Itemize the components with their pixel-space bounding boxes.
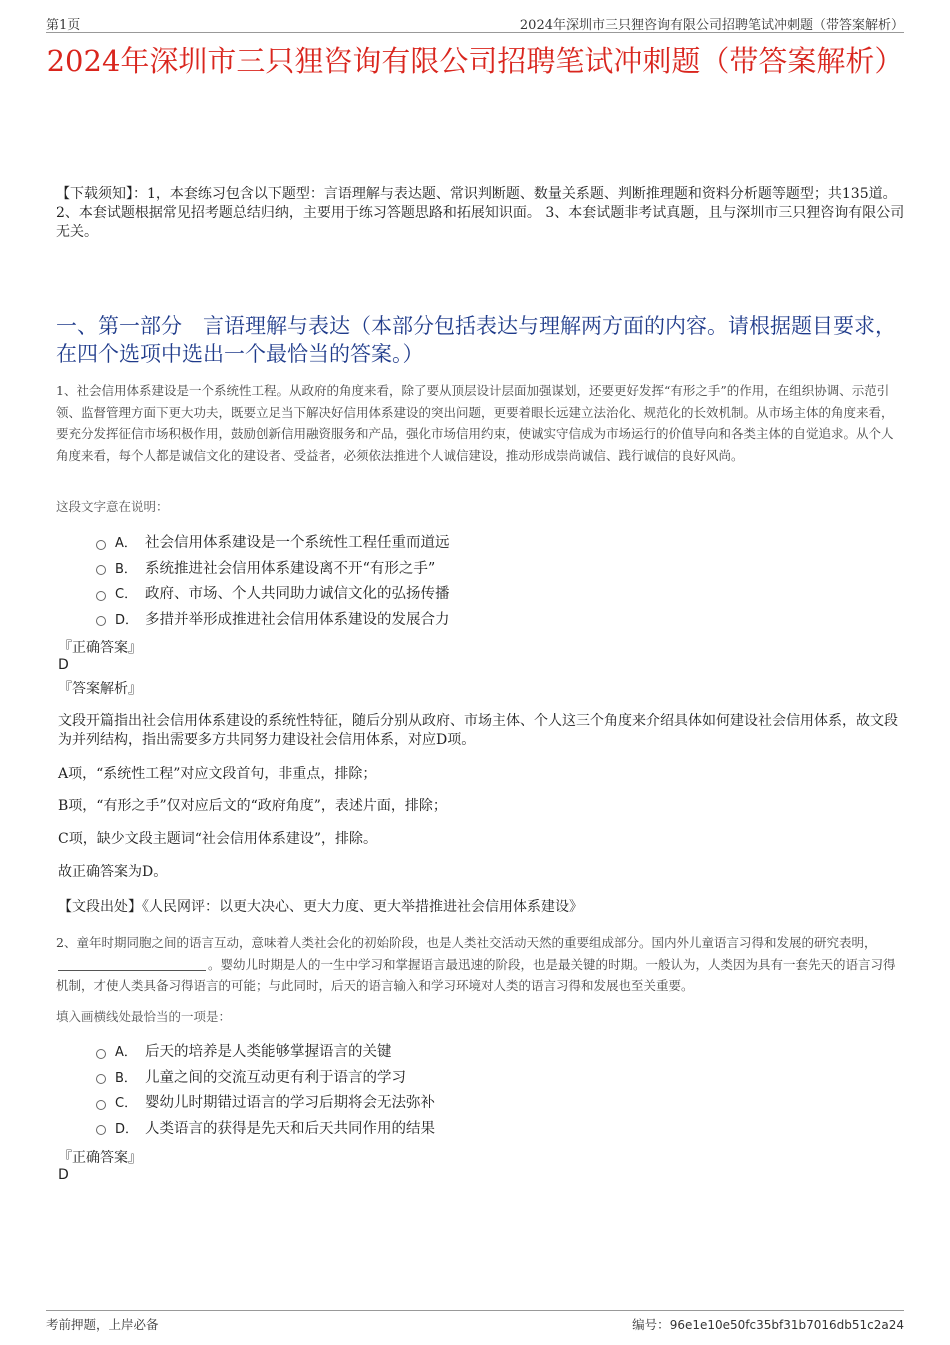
q1-answer: D (58, 657, 69, 673)
q1-prompt: 这段文字意在说明： (56, 499, 169, 514)
option-letter: C． (115, 1096, 138, 1112)
footer-code-label: 编号： (632, 1317, 670, 1332)
option-letter: A． (115, 1045, 137, 1061)
header-doc-title: 2024年深圳市三只狸咨询有限公司招聘笔试冲刺题（带答案解析） (519, 18, 904, 33)
q2-prompt: 填入画横线处最恰当的一项是： (56, 1009, 232, 1024)
footer-divider (46, 1310, 904, 1311)
radio-icon[interactable] (96, 616, 106, 626)
q1-option-d[interactable] (96, 606, 796, 632)
q2-stem (56, 932, 901, 997)
option-text: 多措并举形成推进社会信用体系建设的发展合力 (145, 611, 450, 628)
q1-source: 【文段出处】《人民网评：以更大决心、更大力度、更大举措推进社会信用体系建设》 (58, 899, 583, 915)
radio-icon[interactable] (96, 540, 106, 550)
q1-options (96, 529, 796, 631)
radio-icon[interactable] (96, 1100, 106, 1110)
section-title: 一、第一部分 言语理解与表达（本部分包括表达与理解两方面的内容。请根据题目要求，在四个选项中选出一个最恰当的答案。） (56, 314, 896, 366)
q1-analysis-b: B项，“有形之手”仅对应后文的“政府角度”，表述片面，排除； (58, 798, 447, 814)
q1-option-a[interactable] (96, 529, 796, 555)
q2-option-a[interactable] (96, 1038, 796, 1064)
q2-stem-after: 。婴幼儿时期是人的一生中学习和掌握语言最迅速的阶段，也是最关键的时期。一般认为，人类因为具有一套先天的语言习得机制，才使人类具备习得语言的可能；与此同时，后天的语言输入和学习环境对人类的语言习得和发展也至关重要。 (56, 956, 896, 993)
option-letter: D． (115, 612, 139, 628)
option-text: 政府、市场、个人共同助力诚信文化的弘扬传播 (145, 586, 450, 603)
option-letter: A． (115, 536, 137, 552)
q2-answer-label: 『正确答案』 (58, 1150, 142, 1166)
footer-code-value: 96e1e10e50fc35bf31b7016db51c2a24 (669, 1318, 904, 1332)
radio-icon[interactable] (96, 591, 106, 601)
q1-option-c[interactable] (96, 580, 796, 606)
option-letter: B． (115, 1070, 137, 1086)
q2-option-b[interactable] (96, 1064, 796, 1090)
q1-analysis-conclusion: 故正确答案为D。 (58, 864, 168, 880)
radio-icon[interactable] (96, 1049, 106, 1059)
radio-icon[interactable] (96, 565, 106, 575)
option-text: 系统推进社会信用体系建设离不开“有形之手” (145, 560, 436, 577)
option-text: 社会信用体系建设是一个系统性工程任重而道远 (145, 535, 450, 552)
footer-slogan: 考前押题，上岸必备 (46, 1317, 159, 1332)
header-divider (46, 32, 904, 33)
q1-analysis-c: C项，缺少文段主题词“社会信用体系建设”，排除。 (58, 831, 378, 847)
q1-analysis-a: A项，“系统性工程”对应文段首句，非重点，排除； (58, 766, 377, 782)
q2-option-c[interactable] (96, 1089, 796, 1115)
option-text: 婴幼儿时期错过语言的学习后期将会无法弥补 (145, 1095, 435, 1112)
option-letter: D． (115, 1121, 139, 1137)
q1-stem: 1、社会信用体系建设是一个系统性工程。从政府的角度来看，除了要从顶层设计层面加强谋划，还要更好发挥“有形之手”的作用，在组织协调、示范引领、监督管理方面下更大功夫，既要立足当下解决好信用体系建设的突出问题，更要着眼长远建立法治化、规范化的长效机制。从市场主体的角度来看，要充分发挥征信市场积极作用，鼓励创新信用融资服务和产品，强化市场信用约束，使诚实守信成为市场运行的价值导向和各类主体的自觉追求。从个人角度来看，每个人都是诚信文化的建设者、受益者，必须依法推进个人诚信建设，推动形成崇尚诚信、践行诚信的良好风尚。 (56, 383, 894, 463)
option-text: 后天的培养是人类能够掌握语言的关键 (145, 1044, 392, 1061)
q2-option-d[interactable] (96, 1115, 796, 1141)
option-text: 儿童之间的交流互动更有利于语言的学习 (145, 1069, 406, 1086)
radio-icon[interactable] (96, 1074, 106, 1084)
q1-answer-label: 『正确答案』 (58, 640, 142, 656)
fill-blank (58, 957, 206, 971)
download-notice: 【下载须知】：1，本套练习包含以下题型：言语理解与表达题、常识判断题、数量关系题、判断推理题和资料分析题等题型；共135道。 2、本套试题根据常见招考题总结归纳，主要用于练习答题思路和拓展知识面。 3、本套试题非考试真题，且与深圳市三只狸咨询有限公司无关。 (56, 186, 905, 240)
q2-stem-before: 2、童年时期同胞之间的语言互动，意味着人类社会化的初始阶段，也是人类社交活动天然的重要组成部分。国内外儿童语言习得和发展的研究表明， (56, 935, 877, 950)
option-text: 人类语言的获得是先天和后天共同作用的结果 (145, 1120, 435, 1137)
q2-options (96, 1038, 796, 1140)
option-letter: C． (115, 587, 138, 603)
footer-code (632, 1315, 904, 1333)
page-title: 2024年深圳市三只狸咨询有限公司招聘笔试冲刺题（带答案解析） (46, 44, 904, 78)
q2-answer: D (58, 1167, 69, 1183)
option-letter: B． (115, 561, 137, 577)
q1-analysis-main: 文段开篇指出社会信用体系建设的系统性特征，随后分别从政府、市场主体、个人这三个角度来介绍具体如何建设社会信用体系，故文段为并列结构，指出需要多方共同努力建设社会信用体系，对应D项。 (58, 713, 898, 748)
q1-option-b[interactable] (96, 555, 796, 581)
q1-analysis-label: 『答案解析』 (58, 681, 142, 697)
radio-icon[interactable] (96, 1125, 106, 1135)
header-page-number: 第1页 (46, 18, 81, 33)
